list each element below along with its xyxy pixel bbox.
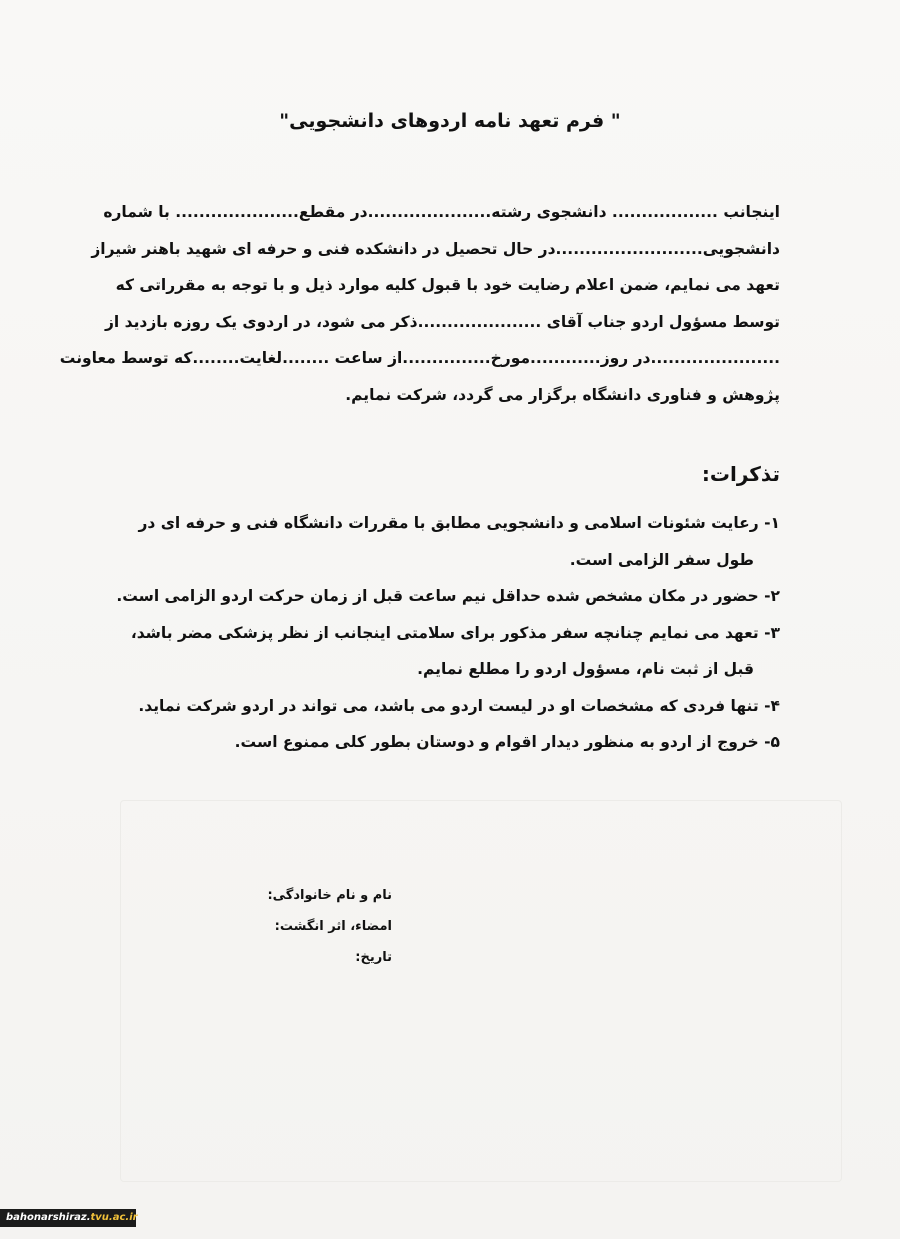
note-continuation: طول سفر الزامی است. xyxy=(569,550,754,569)
paragraph-line: پژوهش و فناوری دانشگاه برگزار می گردد، شرکت نمایم. xyxy=(345,385,780,404)
note-text: ۴- تنها فردی که مشخصات او در لیست اردو می باشد، می تواند در اردو شرکت نماید. xyxy=(138,696,780,715)
paragraph-line: ......................در روز............مورخ...............از ساعت ........لغایت........که توسط معاونت xyxy=(59,349,780,368)
note-continuation: قبل از ثبت نام، مسؤول اردو را مطلع نمایم. xyxy=(417,660,754,678)
note-text: ۵- خروج از اردو به منظور دیدار اقوام و دوستان بطور کلی ممنوع است. xyxy=(234,733,780,751)
note-text: ۱- رعایت شئونات اسلامی و دانشجویی مطابق با مقررات دانشگاه فنی و حرفه ای در xyxy=(138,514,780,532)
notes-heading: تذکرات: xyxy=(701,462,780,486)
show-through-frame xyxy=(120,800,842,1182)
site-domain: tvu.ac.ir xyxy=(90,1212,138,1223)
note-item xyxy=(120,615,780,688)
site-watermark xyxy=(0,1209,136,1227)
paragraph-line: توسط مسؤول اردو جناب آقای .....................ذکر می شود، در اردوی یک روزه بازدید از xyxy=(104,312,780,331)
paragraph-line: اینجانب .................. دانشجوی رشته.....................در مقطع..................... با شماره xyxy=(103,203,780,221)
note-text: ۳- تعهد می نمایم چنانچه سفر مذکور برای سلامتی اینجانب از نظر پزشکی مضر باشد، xyxy=(130,623,780,642)
note-text: ۲- حضور در مکان مشخص شده حداقل نیم ساعت قبل از زمان حرکت اردو الزامی است. xyxy=(116,587,780,605)
note-item xyxy=(116,578,780,615)
note-item xyxy=(120,724,780,761)
paragraph-line: تعهد می نمایم، ضمن اعلام رضایت خود با قبول کلیه موارد ذیل و با توجه به مقرراتی که xyxy=(115,276,780,295)
date-label: تاریخ: xyxy=(355,950,392,965)
note-item xyxy=(120,688,780,725)
site-name: bahonarshiraz. xyxy=(6,1212,91,1223)
name-label: نام و نام خانوادگی: xyxy=(267,888,392,903)
notes-list xyxy=(116,505,780,761)
commitment-paragraph xyxy=(59,194,780,414)
form-title: " فرم تعهد نامه اردوهای دانشجویی" xyxy=(279,110,621,132)
note-item xyxy=(120,505,780,578)
signature-block xyxy=(232,880,392,973)
paragraph-line: دانشجویی.........................در حال تحصیل در دانشکده فنی و حرفه ای شهید باهنر شیراز xyxy=(91,239,780,258)
signature-label: امضاء، اثر انگشت: xyxy=(274,919,392,934)
